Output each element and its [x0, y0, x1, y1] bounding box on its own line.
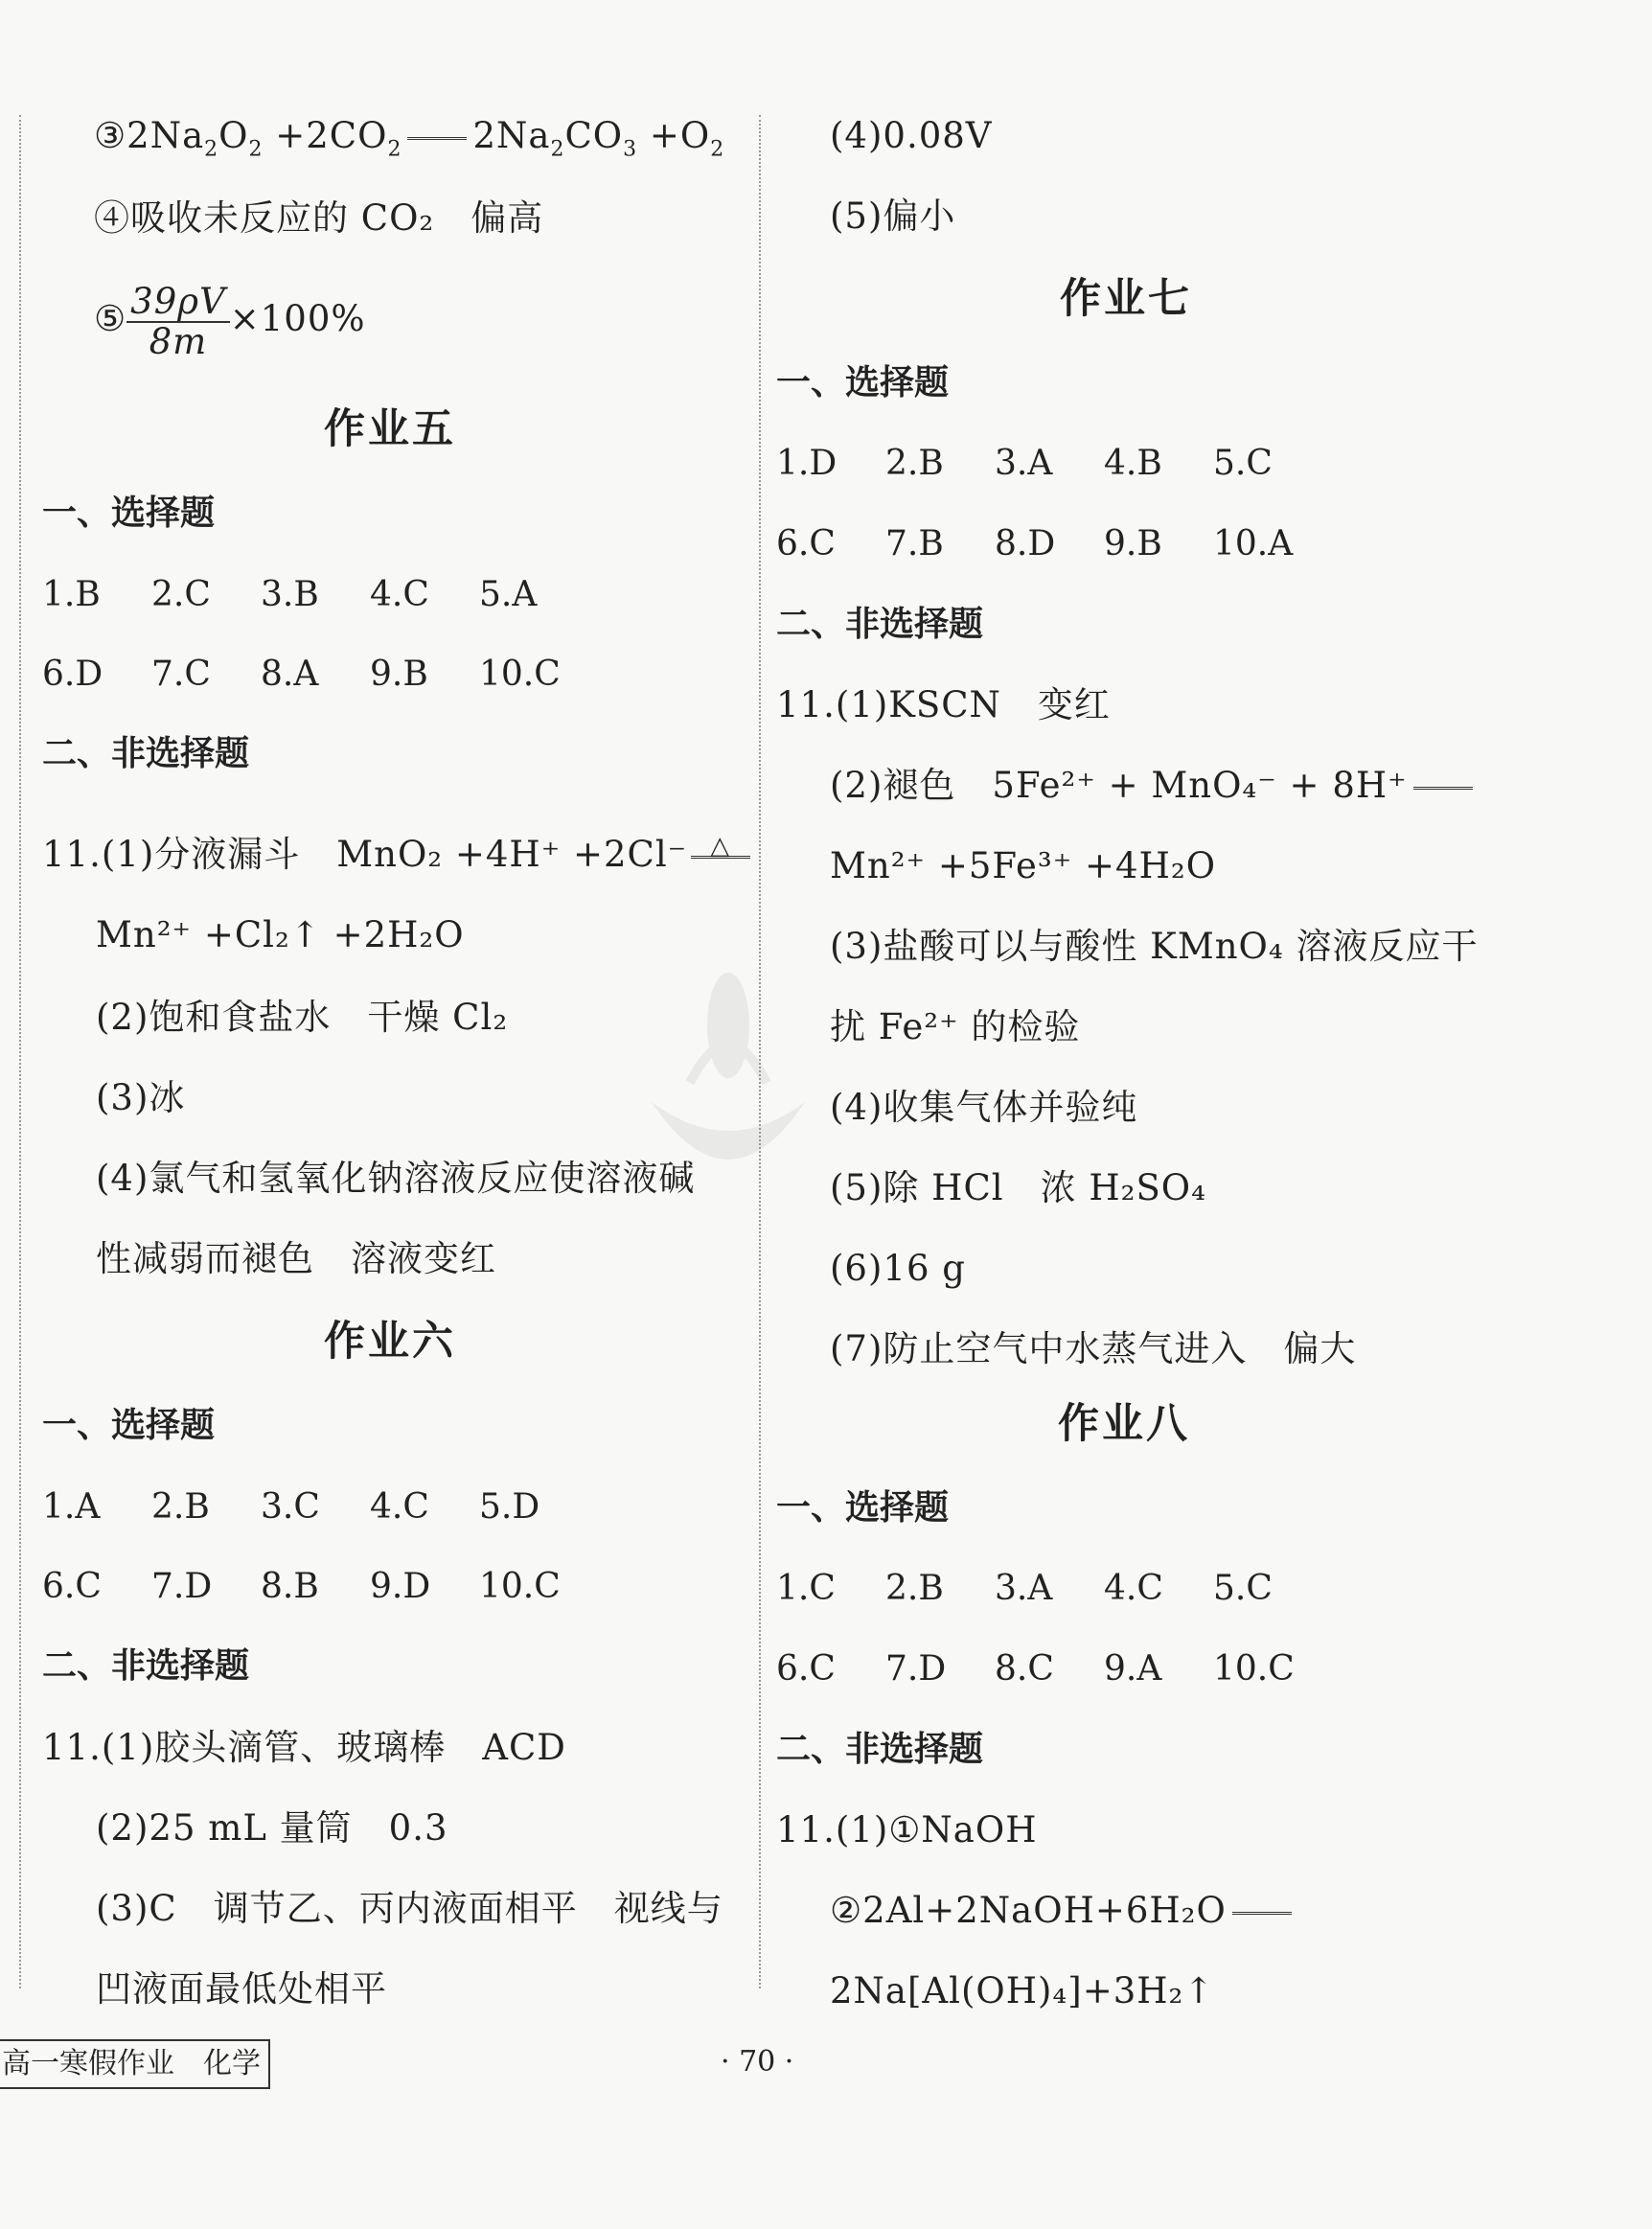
fraction-numerator: 39ρV	[126, 283, 230, 323]
answer-item: 2.B	[885, 1569, 944, 1608]
frac-prefix: ⑤	[94, 298, 127, 339]
answer-line	[830, 1888, 1297, 1934]
frac-suffix: ×100%	[229, 298, 366, 339]
answer-item: 9.A	[1104, 1649, 1162, 1689]
answer-line: (4)0.08V	[830, 115, 993, 156]
answer-line: (4)氯气和氢氧化钠溶液反应使溶液碱	[96, 1158, 696, 1199]
section-choice: 一、选择题	[776, 1488, 950, 1528]
answer-line: (2)25 mL 量筒 0.3	[96, 1807, 448, 1849]
answer-line: 凹液面最低处相平	[96, 1968, 387, 2010]
answer-item: 1.D	[776, 444, 837, 483]
answer-item: 7.C	[151, 655, 211, 694]
answer-item: 2.B	[885, 444, 944, 483]
answer-item: 4.B	[1104, 444, 1162, 483]
answer-item: 10.C	[479, 1567, 561, 1606]
equation-na2o2-co2: $③2Na_2O_2 +2CO_2$ $2Na_2CO_3 +O_2$	[94, 115, 725, 162]
answer-line	[830, 763, 1479, 809]
answer-line: (7)防止空气中水蒸气进入 偏大	[830, 1328, 1357, 1369]
answer-row	[776, 1566, 1322, 1612]
answer-item: 5.D	[479, 1487, 540, 1527]
answer-line: 性减弱而褪色 溶液变红	[96, 1238, 496, 1279]
answer-item: 6.D	[42, 655, 103, 694]
answer-item: 3.C	[261, 1487, 320, 1527]
answer-item: 9.B	[1104, 524, 1162, 563]
answer-row	[42, 1564, 588, 1610]
eq-tail: 2Na	[472, 115, 551, 156]
answer-line: (2)饱和食盐水 干燥 Cl₂	[96, 997, 509, 1038]
answer-row	[776, 521, 1322, 567]
answer-line: 11.(1)①NaOH	[776, 1809, 1038, 1850]
answer-item: 9.D	[370, 1567, 431, 1606]
section-nonchoice: 二、非选择题	[42, 734, 250, 773]
answer-row	[42, 1484, 588, 1530]
answer-item: 9.B	[370, 655, 428, 694]
answer-line: 11.(1)胶头滴管、玻璃棒 ACD	[42, 1727, 566, 1768]
answer-item: 10.A	[1213, 524, 1294, 563]
answer-line: Mn²⁺ +Cl₂↑ +2H₂O	[96, 914, 465, 955]
section-nonchoice: 二、非选择题	[776, 605, 984, 644]
section-nonchoice: 二、非选择题	[776, 1730, 984, 1769]
answer-item: 6.C	[776, 524, 836, 563]
answer-item: 4.C	[370, 1487, 429, 1527]
equals-sign	[1413, 787, 1473, 790]
section-nonchoice: 二、非选择题	[42, 1646, 250, 1686]
answer-item: 3.A	[995, 444, 1053, 483]
homework-8-title: 作业八	[1058, 1400, 1190, 1448]
book-title-box: 高一寒假作业 化学	[0, 2039, 270, 2089]
answer-item: 1.B	[42, 575, 101, 614]
page-number: · 70 ·	[721, 2045, 794, 2079]
left-margin-divider	[19, 115, 21, 1988]
answer-item: 8.B	[261, 1567, 319, 1606]
section-choice: 一、选择题	[42, 494, 216, 533]
answer-item: 8.C	[995, 1649, 1054, 1689]
answer-line: (4)收集气体并验纯	[830, 1087, 1138, 1128]
answer-item: 5.C	[1213, 444, 1273, 483]
answer-item: 2.C	[151, 575, 211, 614]
fraction-answer	[94, 280, 366, 361]
answer-item: 7.D	[885, 1649, 947, 1689]
answer-item: 3.A	[995, 1569, 1053, 1608]
answer-item: 5.A	[479, 575, 538, 614]
homework-5-title: 作业五	[324, 405, 456, 453]
answer-line: (5)除 HCl 浓 H₂SO₄	[830, 1167, 1206, 1208]
answer-row	[42, 572, 588, 618]
eq-lead: ②2Al+2NaOH+6H₂O	[830, 1890, 1227, 1931]
answer-item: 5.C	[1213, 1569, 1273, 1608]
answer-item: 7.D	[151, 1567, 213, 1606]
section-choice: 一、选择题	[776, 363, 950, 402]
answer-line: Mn²⁺ +5Fe³⁺ +4H₂O	[830, 845, 1217, 886]
answer-row	[776, 441, 1322, 487]
eq-lead: ③2Na	[94, 115, 205, 156]
answer-item: 2.B	[151, 1487, 210, 1527]
section-choice: 一、选择题	[42, 1406, 216, 1445]
equals-sign	[1232, 1912, 1292, 1915]
answer-line: 11.(1)KSCN 变红	[776, 684, 1111, 725]
homework-7-title: 作业七	[1060, 275, 1192, 323]
answer-item: 6.C	[776, 1649, 836, 1689]
answer-item: 4.C	[370, 575, 429, 614]
answer-item: 10.C	[479, 655, 561, 694]
answer-item: 1.A	[42, 1487, 101, 1527]
fraction	[126, 280, 230, 362]
answer-line	[42, 832, 754, 878]
q11-text: 11.(1)分液漏斗 MnO₂ +4H⁺ +2Cl⁻	[42, 834, 688, 875]
answer-line: ④吸收未反应的 CO₂ 偏高	[94, 197, 544, 239]
answer-item: 1.C	[776, 1569, 836, 1608]
answer-line: (3)C 调节乙、丙内液面相平 视线与	[96, 1888, 723, 1929]
answer-item: 6.C	[42, 1567, 102, 1606]
answer-item: 8.D	[995, 524, 1056, 563]
heating-condition	[691, 832, 750, 861]
answer-line: (6)16 g	[830, 1248, 966, 1289]
equals-sign	[407, 137, 467, 140]
answer-line: 2Na[Al(OH)₄]+3H₂↑	[830, 1970, 1215, 2011]
answer-line: (5)偏小	[830, 195, 956, 237]
answer-row	[42, 652, 588, 698]
answer-item: 10.C	[1213, 1649, 1295, 1689]
answer-item: 3.B	[261, 575, 319, 614]
answer-line: 扰 Fe²⁺ 的检验	[830, 1006, 1081, 1047]
heat-triangle-icon: △	[710, 832, 731, 861]
answer-item: 4.C	[1104, 1569, 1163, 1608]
answer-line: (3)盐酸可以与酸性 KMnO₄ 溶液反应干	[830, 926, 1479, 967]
answer-item: 8.A	[261, 655, 319, 694]
fraction-denominator: 8m	[149, 320, 208, 362]
answer-row	[776, 1646, 1322, 1692]
homework-6-title: 作业六	[324, 1318, 456, 1366]
answer-item: 7.B	[885, 524, 944, 563]
eq-lead: (2)褪色 5Fe²⁺ + MnO₄⁻ + 8H⁺	[830, 765, 1408, 806]
answer-line: (3)冰	[96, 1077, 186, 1118]
